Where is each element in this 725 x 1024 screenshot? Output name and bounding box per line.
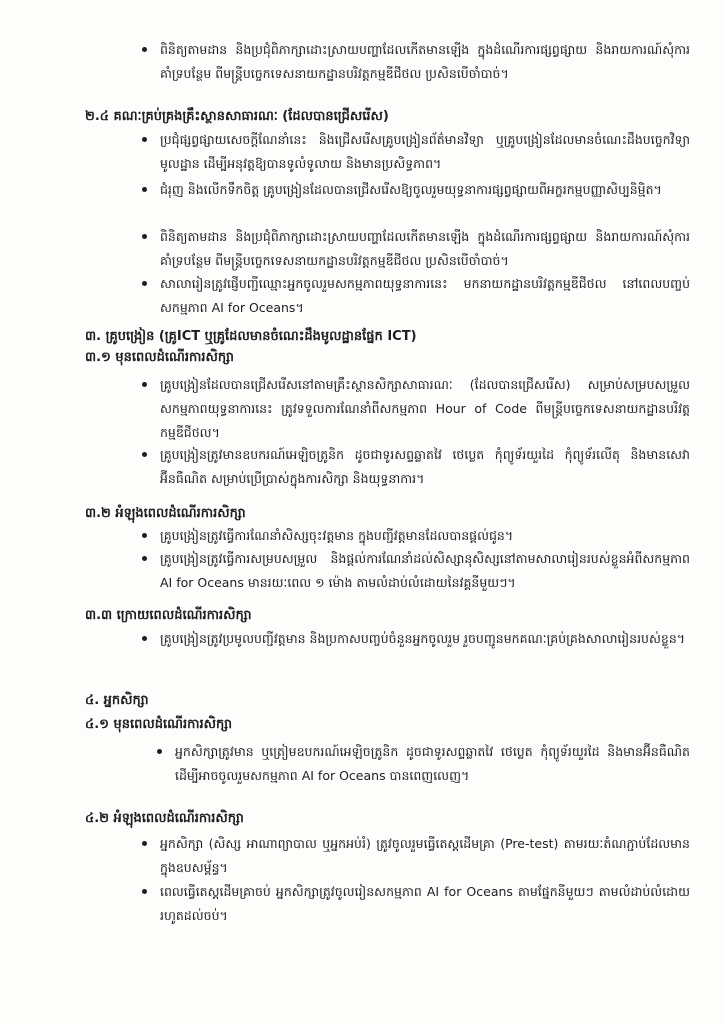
- section-heading: ៤. អ្នកសិក្សា: [85, 693, 149, 708]
- list-item: [160, 38, 690, 86]
- bullet-text: ពិនិត្យតាមដាន និងប្រជុំពិភាក្សាដោះស្រាយបញ្ហាដែលកើតមានឡើង ក្នុងដំណើរការផ្សព្វផ្សាយ និងរាយការណ៍សុំការគាំទ្របន្ថែម ពីមន្ត្រីបច្ចេកទេសនាយកដ្ឋានបរិវត្តកម្មឌីជីថល ប្រសិនបើចាំបាច់។: [160, 229, 690, 268]
- subsection-heading: ៣.៣ ក្រោយពេលដំណើរការសិក្សា: [85, 608, 252, 623]
- list-item: [160, 627, 690, 651]
- subsection-heading: ៤.១ មុនពេលដំណើរការសិក្សា: [85, 717, 233, 732]
- bullet-icon: [142, 556, 147, 561]
- bullet-icon: [142, 636, 147, 641]
- bullet-text: សាលារៀនត្រូវផ្ញើបញ្ជីឈ្មោះអ្នកចូលរួមសកម្មភាពយុទ្ធនាការនេះ មកនាយកដ្ឋានបរិវត្តកម្មឌីជីថល នៅពេលបញ្ចប់សកម្មភាព AI for Oceans។: [160, 276, 690, 315]
- bullet-icon: [142, 187, 147, 192]
- bullet-icon: [142, 452, 147, 457]
- section-heading: ២.៤ គណៈគ្រប់គ្រងគ្រឹះស្ថានសាធារណៈ (ដែលបានជ្រើសរើស): [85, 109, 389, 124]
- bullet-text: អ្នកសិក្សាត្រូវមាន ឬត្រៀមឧបករណ៍អេឡិចត្រូនិក ដូចជាទូរសព្ទឆ្លាតវៃ ថេប្លេត កុំព្យូទ័រយួរដៃ និងមានអ៊ីនធឺណិត ដើម្បីអាចចូលរួមសកម្មភាព AI for Oceans បានពេញលេញ។: [175, 744, 690, 783]
- list-item: [160, 524, 690, 548]
- list-item: [160, 178, 690, 202]
- bullet-text: គ្រូបង្រៀនត្រូវប្រមូលបញ្ជីវត្តមាន និងប្រកាសបញ្ចប់ចំនួនអ្នកចូលរួម រួចបញ្ជូនមកគណៈគ្រប់គ្រងសាលារៀនរបស់ខ្លួន។: [160, 631, 686, 646]
- list-item: [160, 880, 690, 928]
- section-heading: ៣. គ្រូបង្រៀន (គ្រូICT ឬគ្រូដែលមានចំណេះដឹងមូលដ្ឋានផ្នែក ICT): [85, 329, 417, 344]
- list-item: [160, 547, 690, 595]
- list-item: [160, 128, 690, 176]
- bullet-icon: [142, 533, 147, 538]
- bullet-text: ពិនិត្យតាមដាន និងប្រជុំពិភាក្សាដោះស្រាយបញ្ហាដែលកើតមានឡើង ក្នុងដំណើរការផ្សព្វផ្សាយ និងរាយការណ៍សុំការគាំទ្របន្ថែម ពីមន្ត្រីបច្ចេកទេសនាយកដ្ឋានបរិវត្តកម្មឌីជីថល ប្រសិនបើចាំបាច់។: [160, 42, 690, 81]
- bullet-text: ជំរុញ និងលើកទឹកចិត្ត គ្រូបង្រៀនដែលបានជ្រើសរើសឱ្យចូលរួមយុទ្ធនាការផ្សព្វផ្សាយពីអក្ខរកម្មបញ្ញាសិប្បនិម្មិត។: [160, 182, 662, 197]
- bullet-text: គ្រូបង្រៀនត្រូវធ្វើការណែនាំសិស្សចុះវត្តមាន ក្នុងបញ្ជីវត្តមានដែលបានផ្តល់ជូន។: [160, 528, 514, 543]
- subsection-heading: ៣.១ មុនពេលដំណើរការសិក្សា: [85, 350, 234, 365]
- bullet-icon: [142, 889, 147, 894]
- list-item: [160, 832, 690, 880]
- bullet-icon: [142, 382, 147, 387]
- subsection-heading: ៣.២ អំឡុងពេលដំណើរការសិក្សា: [85, 506, 246, 521]
- bullet-icon: [142, 234, 147, 239]
- subsection-heading: ៤.២ អំឡុងពេលដំណើរការសិក្សា: [85, 811, 244, 826]
- list-item: [160, 225, 690, 273]
- list-item: [160, 272, 690, 320]
- bullet-icon: [157, 749, 162, 754]
- bullet-text: ពេលធ្វើតេស្តដើមគ្រាចប់ អ្នកសិក្សាត្រូវចូលរៀនសកម្មភាព AI for Oceans តាមផ្នែកនីមួយៗ តាមលំដាប់លំដោយរហូតដល់ចប់។: [160, 884, 690, 923]
- list-item: [175, 740, 690, 788]
- bullet-icon: [142, 281, 147, 286]
- bullet-text: គ្រូបង្រៀនត្រូវធ្វើការសម្របសម្រួល និងផ្តល់ការណែនាំដល់សិស្សានុសិស្សនៅតាមសាលារៀនរបស់ខ្លួនអំពីសកម្មភាព AI for Oceans មានរយៈពេល ១ ម៉ោង តាមលំដាប់លំដោយនៃវគ្គនីមួយៗ។: [160, 551, 690, 590]
- list-item: [160, 443, 690, 491]
- bullet-icon: [142, 47, 147, 52]
- bullet-icon: [142, 137, 147, 142]
- list-item: [160, 373, 690, 445]
- bullet-text: អ្នកសិក្សា (សិស្ស អាណាព្យាបាល ឬអ្នកអប់រំ) ត្រូវចូលរួមធ្វើតេស្តដើមគ្រា (Pre-test) តាមរយៈតំណភ្ជាប់ដែលមានក្នុងឧបសម្ព័ន្ធ។: [160, 836, 690, 875]
- bullet-text: ប្រជុំផ្សព្វផ្សាយសេចក្តីណែនាំនេះ និងជ្រើសរើសគ្រូបង្រៀនព័ត៌មានវិទ្យា ឬគ្រូបង្រៀនដែលមានចំណេះដឹងបច្ចេកវិទ្យាមូលដ្ឋាន ដើម្បីអនុវត្តឱ្យបានទូលំទូលាយ និងមានប្រសិទ្ធភាព។: [160, 132, 690, 171]
- bullet-text: គ្រូបង្រៀនដែលបានជ្រើសរើសនៅតាមគ្រឹះស្ថានសិក្សាសាធារណៈ (ដែលបានជ្រើសរើស) សម្រាប់សម្របសម្រួលសកម្មភាពយុទ្ធនាការនេះ ត្រូវទទួលការណែនាំពីសកម្មភាព Hour of Code ពីមន្ត្រីបច្ចេកទេសនាយកដ្ឋានបរិវត្តកម្មឌីជីថល។: [160, 377, 690, 440]
- bullet-icon: [142, 841, 147, 846]
- bullet-text: គ្រូបង្រៀនត្រូវមានឧបករណ៍អេឡិចត្រូនិក ដូចជាទូរសព្ទឆ្លាតវៃ ថេប្លេត កុំព្យូទ័រយួរដៃ កុំព្យូទ័រលើតុ និងមានសេវាអ៊ីនធឺណិត សម្រាប់ប្រើប្រាស់ក្នុងការសិក្សា និងយុទ្ធនាការ។: [160, 447, 690, 486]
